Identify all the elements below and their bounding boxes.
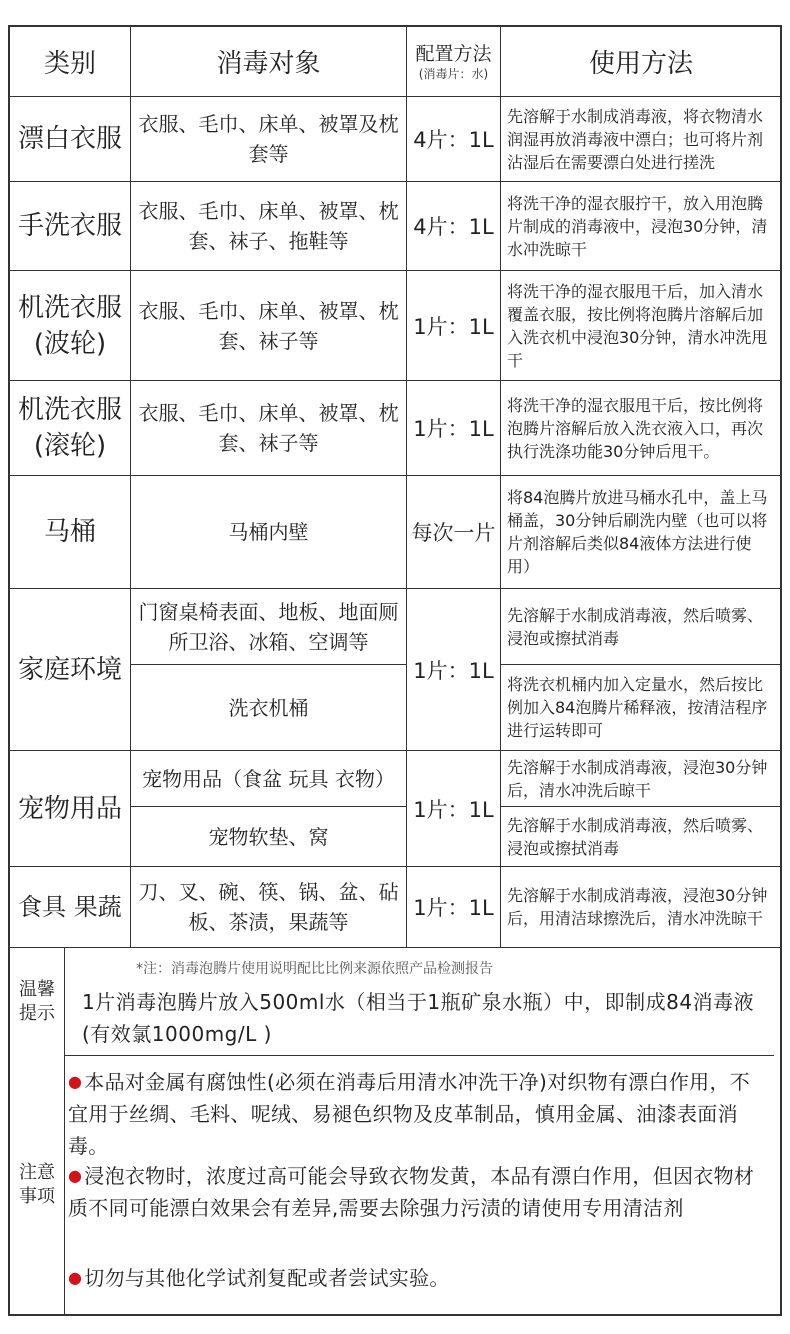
caution-text: 浸泡衣物时，浓度过高可能会导致衣物发黄，本品有漂白作用，但因衣物材质不同可能漂白效果会有差异,需要去除强力污渍的请使用专用清洁剂 [68, 1164, 755, 1220]
header-object: 消毒对象 [216, 49, 321, 79]
caution-text: 本品对金属有腐蚀性(必须在消毒后用清水冲洗干净)对织物有漂白作用，不宜用于丝绸、毛料、呢绒、易褪色织物及皮革制品，慎用金属、油漆表面消毒。 [68, 1070, 751, 1158]
food-category: 食具 果蔬 [18, 893, 122, 921]
row-object: 衣服、毛巾、床单、被罩、枕套、袜子等 [138, 401, 399, 455]
caution-item [68, 1160, 768, 1224]
header-ratio-sub: (消毒片：水) [418, 66, 489, 81]
bullet-dot-icon: ● [68, 1072, 83, 1091]
caution-item [68, 1066, 768, 1162]
home-method: 先溶解于水制成消毒液，然后喷雾、浸泡或擦拭消毒 [507, 605, 764, 648]
row-ratio: 1片：1L [413, 314, 494, 339]
home-object: 门窗桌椅表面、地板、地面厕所卫浴、冰箱、空调等 [138, 599, 399, 654]
header-method: 使用方法 [588, 49, 693, 79]
tips-label: 温馨提示 [19, 978, 55, 1024]
pet-method: 先溶解于水制成消毒液，然后喷雾、浸泡或擦拭消毒 [507, 815, 764, 858]
pet-ratio: 1片：1L [413, 797, 494, 822]
row-ratio: 1片：1L [413, 417, 494, 441]
pet-method: 先溶解于水制成消毒液，浸泡30分钟后，清水冲洗后晾干 [507, 757, 768, 800]
header-category: 类别 [43, 49, 96, 79]
row-divider [9, 947, 781, 948]
pet-object: 宠物用品（食盆 玩具 衣物） [142, 766, 395, 791]
row-category: 机洗衣服(滚轮) [17, 395, 122, 461]
tips-note: *注：消毒泡腾片使用说明配比比例来源依照产品检测报告 [136, 961, 493, 977]
caution-item [68, 1262, 768, 1294]
row-method: 将84泡腾片放进马桶水孔中，盖上马桶盖，30分钟后刷洗内壁（也可以将片剂溶解后类似84液体方法进行使用） [507, 488, 768, 576]
row-category: 机洗衣服(波轮) [17, 292, 122, 359]
home-object: 洗衣机桶 [228, 695, 309, 720]
row-category: 马桶 [43, 517, 96, 547]
row-category: 手洗衣服 [17, 211, 122, 241]
home-method: 将洗衣机桶内加入定量水，然后按比例加入84泡腾片稀释液，按清洁程序进行运转即可 [507, 675, 768, 740]
pet-category: 宠物用品 [17, 793, 122, 824]
food-object: 刀、叉、碗、筷、锅、盆、砧板、茶渍，果蔬等 [138, 880, 399, 934]
row-ratio: 每次一片 [411, 521, 496, 545]
home-ratio: 1片：1L [413, 658, 494, 683]
row-method: 将洗干净的湿衣服拧干，放入用泡腾片制成的消毒液中，浸泡30分钟，清水冲洗晾干 [507, 193, 768, 259]
caution-text: 切勿与其他化学试剂复配或者尝试实验。 [84, 1266, 450, 1290]
row-method: 先溶解于水制成消毒液，将衣物清水润湿再放消毒液中漂白；也可将片剂沾湿后在需要漂白处进行搓洗 [507, 106, 764, 172]
row-ratio: 4片：1L [413, 128, 494, 152]
tips-text: 1片消毒泡腾片放入500ml水（相当于1瓶矿泉水瓶）中，即制成84消毒液(有效氯1000mg/L ) [82, 990, 755, 1046]
cautions-label: 注意事项 [19, 1162, 55, 1207]
row-object: 马桶内壁 [228, 520, 309, 544]
home-category: 家庭环境 [17, 654, 122, 685]
pet-object: 宠物软垫、窝 [208, 824, 329, 849]
header-ratio [407, 27, 500, 96]
bullet-dot-icon: ● [68, 1268, 83, 1287]
side-label-divider [64, 947, 65, 1315]
row-method: 将洗干净的湿衣服甩干后，加入清水覆盖衣服，按比例将泡腾片溶解后加入洗衣机中浸泡30分钟，清水冲洗甩干 [507, 281, 768, 370]
row-ratio: 4片：1L [413, 215, 494, 239]
food-method: 先溶解于水制成消毒液，浸泡30分钟后，用清洁球擦洗后，清水冲洗晾干 [507, 886, 768, 928]
tips-divider [64, 1055, 774, 1056]
row-category: 漂白衣服 [17, 124, 122, 154]
food-ratio: 1片：1L [413, 896, 494, 920]
row-object: 衣服、毛巾、床单、被罩、枕套、袜子等 [138, 298, 399, 353]
row-method: 将洗干净的湿衣服甩干后，按比例将泡腾片溶解后放入洗衣液入口，再次执行洗涤功能30分钟后甩干。 [507, 395, 764, 461]
row-object: 衣服、毛巾、床单、被罩、枕套、袜子、拖鞋等 [138, 199, 399, 253]
header-ratio-main: 配置方法 [415, 42, 492, 65]
row-object: 衣服、毛巾、床单、被罩及枕套等 [138, 112, 399, 166]
bullet-dot-icon: ● [68, 1166, 83, 1185]
